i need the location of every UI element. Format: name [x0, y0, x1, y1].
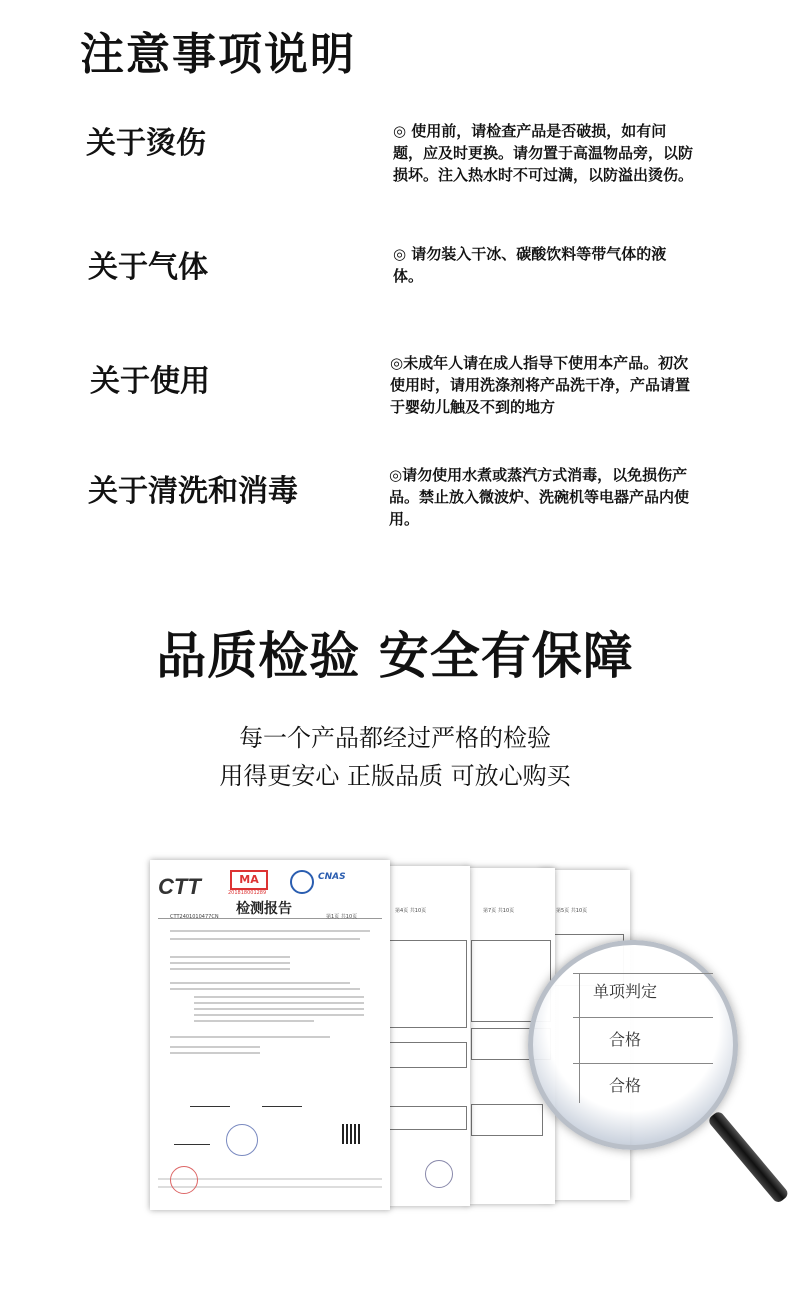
cnas-logo: CNAS	[318, 872, 346, 882]
notice-label-gas: 关于气体	[88, 250, 208, 285]
report-number: CTT2401010477CN	[170, 914, 219, 920]
magnifying-glass-lens	[528, 940, 738, 1150]
magnifying-glass-handle	[707, 1110, 790, 1205]
lens-result-header: 单项判定	[593, 984, 658, 1001]
signature-1	[190, 1092, 230, 1107]
notice-text-use: ◎未成年人请在成人指导下使用本产品。初次使用时，请用洗涤剂将产品洗干净，产品请置于婴幼儿触及不到的地方	[390, 354, 691, 416]
report-heading: 检测报告	[236, 901, 292, 917]
report-page-back-1	[385, 866, 470, 1206]
notice-title: 注意事项说明	[80, 29, 356, 80]
red-stamp	[170, 1166, 198, 1194]
notice-text-burn: ◎ 使用前，请检查产品是否破损，如有问题，应及时更换。请勿置于高温物品旁，以防损坏。注入热水时不可过满，以防溢出烫伤。	[393, 122, 694, 184]
report-page-4-number: 第4页 共10页	[395, 908, 427, 914]
report-page-5-number: 第5页 共10页	[556, 908, 588, 914]
notice-label-clean: 关于清洗和消毒	[88, 474, 298, 509]
quality-line2: 用得更安心 正版品质 可放心购买	[219, 762, 571, 790]
test-report-image	[150, 860, 790, 1220]
notice-label-use: 关于使用	[90, 364, 210, 399]
report-page-7-number: 第7页 共10页	[483, 908, 515, 914]
quality-title: 品质检验 安全有保障	[156, 627, 634, 685]
notice-label-burn: 关于烫伤	[86, 126, 206, 161]
ma-logo: MA	[230, 870, 268, 890]
report-page-1-number: 第1页 共10页	[326, 914, 358, 920]
signature-3	[174, 1130, 210, 1145]
quality-line1: 每一个产品都经过严格的检验	[239, 724, 551, 752]
notice-text-clean: ◎请勿使用水煮或蒸汽方式消毒，以免损伤产品。禁止放入微波炉、洗碗机等电器产品内使用。	[389, 466, 690, 528]
signature-2	[262, 1092, 302, 1107]
official-seal	[226, 1124, 258, 1156]
lens-pass-1: 合格	[609, 1032, 642, 1049]
notice-text-gas: ◎ 请勿装入干冰、碳酸饮料等带气体的液体。	[393, 245, 667, 285]
lens-pass-2: 合格	[609, 1078, 642, 1095]
qr-code	[342, 1124, 362, 1144]
ctt-logo: CTT	[158, 874, 201, 899]
report-front-page	[150, 860, 390, 1210]
ma-number: 201818001289	[228, 890, 267, 896]
ilac-mra-icon	[290, 870, 314, 894]
